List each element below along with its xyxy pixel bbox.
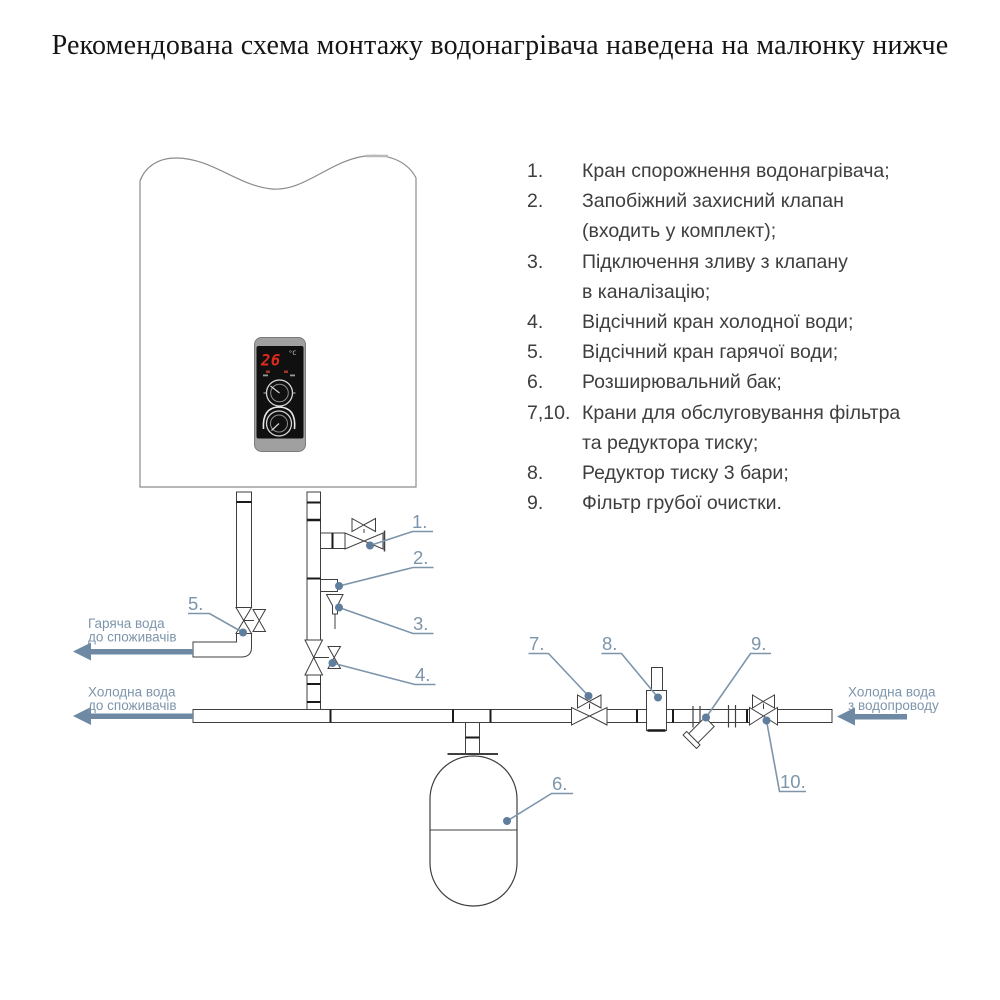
callout-3: 3. bbox=[413, 613, 429, 634]
legend-num: 2. bbox=[527, 190, 544, 213]
cold-main-segment-1 bbox=[193, 710, 572, 723]
hot-out-arrow bbox=[73, 643, 193, 661]
legend-text: Розширювальний бак; bbox=[582, 371, 782, 394]
cold-out-label-2: до споживачів bbox=[88, 698, 177, 713]
legend-text: Кран спорожнення водонагрівача; bbox=[582, 160, 890, 182]
legend-text: Відсічний кран холодної води; bbox=[582, 310, 854, 333]
callout-numbers bbox=[188, 511, 806, 794]
cold-main-segment-4 bbox=[778, 710, 833, 723]
valve-drain-1 bbox=[345, 519, 385, 552]
cold-pipe-vertical-lower bbox=[307, 675, 321, 710]
legend-num: 3. bbox=[527, 250, 544, 273]
cold-in-label-1: Холодна вода bbox=[848, 684, 936, 700]
callout-5: 5. bbox=[188, 593, 204, 614]
legend-text: Відсічний кран гарячої води; bbox=[582, 341, 839, 364]
hot-pipe-elbow bbox=[193, 634, 252, 658]
cold-pipe-vertical-upper bbox=[307, 492, 321, 640]
legend-text: Крани для обслуговування фільтра bbox=[582, 401, 901, 424]
page-title: Рекомендована схема монтажу водонагрівача наведена на малюнку нижче bbox=[51, 30, 949, 61]
piping bbox=[193, 492, 832, 754]
legend-num: 9. bbox=[527, 492, 544, 515]
temperature-display: 26 bbox=[261, 351, 281, 370]
control-panel bbox=[255, 338, 306, 452]
legend-text: в каналізацію; bbox=[582, 280, 711, 303]
legend-num: 7,10. bbox=[527, 401, 571, 424]
legend-text: Фільтр грубої очистки. bbox=[582, 492, 782, 515]
expansion-tank-6 bbox=[430, 754, 517, 906]
indicator-mark-left bbox=[266, 371, 270, 374]
callout-2: 2. bbox=[413, 547, 429, 568]
cold-out-label-1: Холодна вода bbox=[88, 684, 176, 700]
flow-labels bbox=[88, 616, 939, 713]
legend-num: 5. bbox=[527, 341, 544, 364]
cold-main-segment-2 bbox=[607, 710, 647, 723]
legend-num: 8. bbox=[527, 461, 544, 484]
legend-num: 1. bbox=[527, 160, 544, 182]
callout-6: 6. bbox=[552, 773, 568, 794]
callout-7: 7. bbox=[529, 633, 545, 654]
callout-8: 8. bbox=[602, 633, 618, 654]
hot-pipe-vertical bbox=[237, 492, 252, 608]
hot-out-label-2: до споживачів bbox=[88, 629, 177, 645]
legend-num: 6. bbox=[527, 371, 544, 394]
legend-num: 4. bbox=[527, 310, 544, 333]
legend-text: (входить у комплект); bbox=[582, 220, 777, 243]
legend-text: та редуктора тиску; bbox=[582, 431, 759, 454]
cold-in-label-2: з водопроводу bbox=[848, 698, 939, 713]
callout-10: 10. bbox=[780, 771, 806, 792]
legend-text: Запобіжний захисний клапан bbox=[582, 190, 844, 213]
temperature-unit: °C bbox=[288, 349, 297, 357]
callout-4: 4. bbox=[415, 664, 431, 685]
callout-1: 1. bbox=[412, 511, 428, 532]
valve-cold-shutoff-4 bbox=[305, 640, 341, 675]
legend-text: Підключення зливу з клапану bbox=[582, 250, 848, 273]
safety-valve-body bbox=[321, 580, 338, 592]
legend-text: Редуктор тиску 3 бари; bbox=[582, 461, 789, 484]
callout-9: 9. bbox=[751, 633, 767, 654]
indicator-mark-right bbox=[284, 371, 288, 374]
hot-out-label-1: Гаряча вода bbox=[88, 616, 165, 631]
